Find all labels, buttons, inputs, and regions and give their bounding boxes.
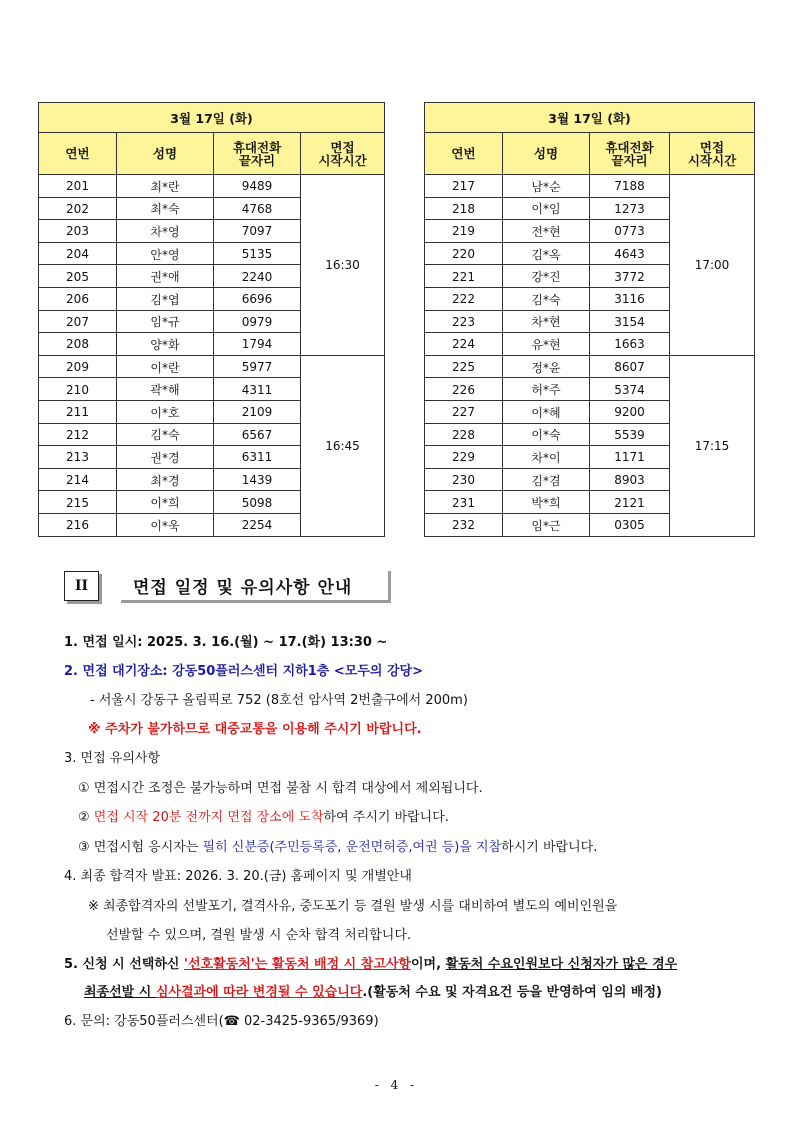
cell-name: 이*욱 (117, 513, 214, 536)
cell-name: 김*숙 (117, 423, 214, 446)
cell-phone: 3772 (590, 265, 670, 288)
note-pref-underline: 활동처 수요인원보다 신청자가 많은 경우 (445, 957, 678, 972)
note-preferred-place-1 (64, 956, 677, 974)
col-header-phone-label: 휴대전화 끝자리 (232, 139, 282, 168)
note-pref-pre: 5. 신청 시 선택하신 (64, 957, 184, 972)
col-header-time (670, 133, 755, 175)
note-reserve-1: ※ 최종합격자의 선발포기, 결격사유, 중도포기 등 결원 발생 시를 대비하여 별도의 예비인원을 (88, 899, 618, 914)
note-caution-1: ① 면접시간 조정은 불가능하며 면접 불참 시 합격 대상에서 제외됩니다. (78, 781, 483, 796)
col-header-time-label: 면접 시작시간 (687, 139, 737, 168)
cell-name: 양*화 (117, 333, 214, 356)
schedule-table-right (424, 102, 755, 537)
cell-no: 208 (39, 333, 117, 356)
cell-no: 212 (39, 423, 117, 446)
cell-phone: 1439 (214, 468, 301, 491)
cell-phone: 5977 (214, 355, 301, 378)
cell-name: 전*현 (503, 220, 590, 243)
note-caution-2-rest: 하여 주시기 바랍니다. (323, 810, 449, 825)
cell-phone: 0979 (214, 310, 301, 333)
cell-start-time: 17:00 (670, 175, 755, 356)
cell-phone: 1171 (590, 446, 670, 469)
cell-name: 안*영 (117, 242, 214, 265)
note-preferred-place-2 (84, 984, 662, 1002)
cell-phone: 5135 (214, 242, 301, 265)
cell-no: 214 (39, 468, 117, 491)
cell-no: 223 (425, 310, 503, 333)
col-header-no: 연번 (39, 133, 117, 175)
cell-phone: 8903 (590, 468, 670, 491)
cell-phone: 5539 (590, 423, 670, 446)
cell-phone: 0305 (590, 513, 670, 536)
cell-name: 이*숙 (503, 423, 590, 446)
cell-phone: 6696 (214, 287, 301, 310)
section-title: 면접 일정 및 유의사항 안내 (133, 578, 353, 598)
cell-no: 224 (425, 333, 503, 356)
cell-name: 박*희 (503, 491, 590, 514)
cell-no: 204 (39, 242, 117, 265)
cell-no: 202 (39, 197, 117, 220)
cell-name: 권*경 (117, 446, 214, 469)
cell-no: 231 (425, 491, 503, 514)
cell-no: 209 (39, 355, 117, 378)
note-contact: 6. 문의: 강동50플러스센터(☎ 02-3425-9365/9369) (64, 1014, 379, 1029)
table-row (425, 355, 755, 378)
cell-no: 206 (39, 287, 117, 310)
table-row (425, 175, 755, 198)
cell-phone: 4768 (214, 197, 301, 220)
cell-phone: 3116 (590, 287, 670, 310)
cell-name: 김*엽 (117, 287, 214, 310)
cell-name: 곽*해 (117, 378, 214, 401)
note-pref-mid: 이며, (411, 957, 446, 972)
cell-phone: 9200 (590, 400, 670, 423)
note-caution-3-rest: 하시기 바랍니다. (501, 840, 598, 855)
col-header-phone-label: 휴대전화 끝자리 (605, 139, 654, 168)
cell-phone: 2240 (214, 265, 301, 288)
col-header-name: 성명 (503, 133, 590, 175)
cell-name: 차*영 (117, 220, 214, 243)
note-caution-2-highlight: 면접 시작 20분 전까지 면접 장소에 도착 (93, 810, 324, 825)
col-header-no: 연번 (425, 133, 503, 175)
note-address: - 서울시 강동구 올림픽로 752 (8호선 암사역 2번출구에서 200m) (90, 693, 468, 708)
cell-name: 권*애 (117, 265, 214, 288)
cell-start-time: 16:30 (301, 175, 385, 356)
cell-phone: 8607 (590, 355, 670, 378)
cell-phone: 1663 (590, 333, 670, 356)
table-row (39, 355, 385, 378)
note-parking: ※ 주차가 불가하므로 대중교통을 이용해 주시기 바랍니다. (88, 722, 422, 737)
cell-no: 220 (425, 242, 503, 265)
cell-phone: 6567 (214, 423, 301, 446)
col-header-time-label: 면접 시작시간 (318, 139, 367, 168)
cell-name: 차*현 (503, 310, 590, 333)
cell-no: 226 (425, 378, 503, 401)
cell-no: 207 (39, 310, 117, 333)
cell-phone: 2109 (214, 400, 301, 423)
cell-phone: 6311 (214, 446, 301, 469)
cell-name: 임*근 (503, 513, 590, 536)
page-number: - 4 - (374, 1078, 419, 1092)
cell-phone: 2254 (214, 513, 301, 536)
cell-no: 203 (39, 220, 117, 243)
cell-phone: 1273 (590, 197, 670, 220)
cell-phone: 2121 (590, 491, 670, 514)
col-header-phone (214, 133, 301, 175)
note-final-rest: .(활동처 수요 및 자격요건 등을 반영하여 임의 배정) (362, 985, 662, 1000)
cell-no: 205 (39, 265, 117, 288)
table-row (39, 175, 385, 198)
table-date-header: 3월 17일 (화) (39, 103, 385, 133)
cell-name: 김*옥 (503, 242, 590, 265)
cell-no: 213 (39, 446, 117, 469)
note-caution-2-num: ② (78, 810, 94, 825)
cell-no: 215 (39, 491, 117, 514)
col-header-time (301, 133, 385, 175)
cell-name: 정*윤 (503, 355, 590, 378)
cell-name: 강*진 (503, 265, 590, 288)
cell-name: 허*주 (503, 378, 590, 401)
note-pref-highlight: '선호활동처'는 활동처 배정 시 참고사항 (184, 957, 411, 972)
cell-name: 이*혜 (503, 400, 590, 423)
note-interview-date: 1. 면접 일시: 2025. 3. 16.(월) ~ 17.(화) 13:30 ~ (64, 635, 388, 650)
section-title-box (121, 571, 391, 603)
cell-no: 228 (425, 423, 503, 446)
cell-name: 유*현 (503, 333, 590, 356)
cell-name: 이*임 (503, 197, 590, 220)
cell-name: 최*경 (117, 468, 214, 491)
note-announcement: 4. 최종 합격자 발표: 2026. 3. 20.(금) 홈페이지 및 개별안내 (64, 869, 412, 884)
cell-name: 임*규 (117, 310, 214, 333)
cell-no: 210 (39, 378, 117, 401)
cell-no: 225 (425, 355, 503, 378)
cell-phone: 9489 (214, 175, 301, 198)
cell-no: 229 (425, 446, 503, 469)
cell-phone: 4643 (590, 242, 670, 265)
cell-start-time: 17:15 (670, 355, 755, 536)
cell-name: 김*숙 (503, 287, 590, 310)
cell-phone: 7097 (214, 220, 301, 243)
note-caution-heading: 3. 면접 유의사항 (64, 751, 161, 766)
cell-no: 211 (39, 400, 117, 423)
cell-start-time: 16:45 (301, 355, 385, 536)
note-caution-2 (78, 809, 449, 827)
cell-name: 남*순 (503, 175, 590, 198)
cell-no: 221 (425, 265, 503, 288)
cell-no: 216 (39, 513, 117, 536)
note-final-pre: 최종선발 시 (84, 985, 156, 1000)
cell-phone: 5098 (214, 491, 301, 514)
schedule-table-left (38, 102, 385, 537)
cell-phone: 7188 (590, 175, 670, 198)
cell-no: 222 (425, 287, 503, 310)
section-number-box: II (64, 571, 99, 601)
cell-name: 최*숙 (117, 197, 214, 220)
cell-name: 김*겸 (503, 468, 590, 491)
cell-no: 219 (425, 220, 503, 243)
cell-name: 이*란 (117, 355, 214, 378)
cell-name: 최*란 (117, 175, 214, 198)
cell-no: 201 (39, 175, 117, 198)
note-reserve-2: 선발할 수 있으며, 결원 발생 시 순차 합격 처리합니다. (106, 928, 412, 943)
cell-phone: 4311 (214, 378, 301, 401)
cell-no: 227 (425, 400, 503, 423)
note-caution-3-pre: ③ 면접시험 응시자는 (78, 840, 203, 855)
note-final-highlight: 심사결과에 따라 변경될 수 있습니다 (155, 985, 363, 1000)
cell-phone: 0773 (590, 220, 670, 243)
cell-no: 230 (425, 468, 503, 491)
cell-no: 218 (425, 197, 503, 220)
cell-phone: 5374 (590, 378, 670, 401)
table-date-header: 3월 17일 (화) (425, 103, 755, 133)
cell-name: 이*희 (117, 491, 214, 514)
cell-no: 217 (425, 175, 503, 198)
col-header-phone (590, 133, 670, 175)
cell-name: 차*이 (503, 446, 590, 469)
cell-phone: 3154 (590, 310, 670, 333)
cell-phone: 1794 (214, 333, 301, 356)
col-header-name: 성명 (117, 133, 214, 175)
cell-name: 이*호 (117, 400, 214, 423)
note-caution-3 (78, 839, 597, 857)
cell-no: 232 (425, 513, 503, 536)
note-caution-3-highlight: 필히 신분증(주민등록증, 운전면허증,여권 등)을 지참 (202, 840, 502, 855)
note-waiting-place: 2. 면접 대기장소: 강동50플러스센터 지하1층 <모두의 강당> (64, 664, 423, 679)
